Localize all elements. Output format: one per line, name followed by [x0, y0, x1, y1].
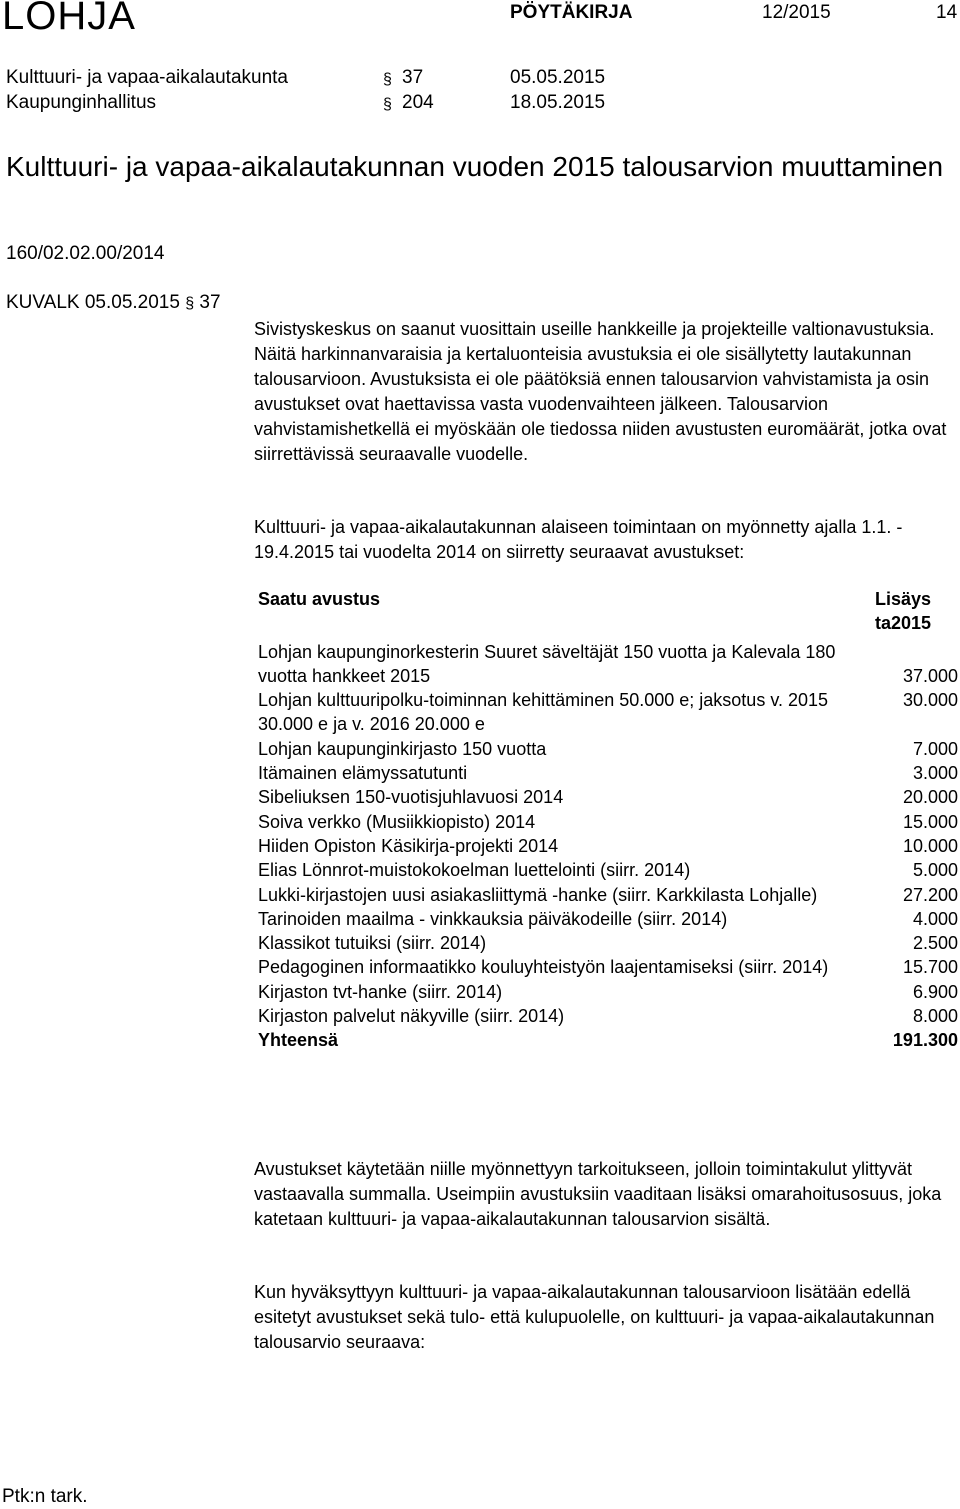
issue-number: 12/2015 [762, 2, 831, 23]
document-type: PÖYTÄKIRJA [510, 2, 633, 23]
table-row [258, 907, 958, 931]
grant-name: Tarinoiden maailma - vinkkauksia päiväkodeille (siirr. 2014) [258, 908, 728, 929]
meeting-date: 05.05.2015 [510, 67, 606, 88]
table-row [258, 737, 958, 761]
grant-name: Lukki-kirjastojen uusi asiakasliittymä -hanke (siirr. Karkkilasta Lohjalle) [258, 884, 818, 905]
table-row [258, 883, 958, 907]
grant-name: Soiva verkko (Musiikkiopisto) 2014 [258, 811, 536, 832]
minutes-checker-footer: Ptk:n tark. [2, 1486, 88, 1507]
table-row [258, 858, 958, 882]
table-row [258, 810, 958, 834]
meeting-date: 18.05.2015 [510, 92, 606, 113]
column-header-amount: Lisäys ta2015 [874, 589, 932, 634]
total-row [258, 1028, 958, 1052]
grant-name: Elias Lönnrot-muistokokoelman luettelointi (siirr. 2014) [258, 860, 691, 881]
column-header-grant: Saatu avustus [258, 589, 381, 609]
table-header-row [258, 587, 958, 640]
grants-intro-paragraph: Kulttuuri- ja vapaa-aikalautakunnan alaiseen toimintaan on myönnetty ajalla 1.1. - 19.4.2015 tai vuodelta 2014 on siirretty seuraavat avustukset: [254, 517, 903, 562]
grant-amount: 3.000 [912, 763, 958, 784]
grant-name: Lohjan kulttuuripolku-toiminnan kehittäminen 50.000 e; jaksotus v. 2015 30.000 e ja v. 2016 20.000 e [258, 690, 829, 735]
grant-amount: 6.900 [912, 981, 958, 1002]
grant-name: Itämainen elämyssatutunti [258, 763, 468, 784]
grant-name: Lohjan kaupunginorkesterin Suuret säveltäjät 150 vuotta ja Kalevala 180 vuotta hankkeet 2015 [258, 641, 836, 686]
grant-amount: 8.000 [912, 1006, 958, 1027]
grant-amount: 7.000 [912, 738, 958, 759]
grant-amount: 15.000 [902, 811, 958, 832]
grant-amount: 5.000 [912, 860, 958, 881]
grant-name: Sibeliuksen 150-vuotisjuhlavuosi 2014 [258, 787, 564, 808]
city-logo: LOHJA [2, 0, 136, 38]
document-title: Kulttuuri- ja vapaa-aikalautakunnan vuoden 2015 talousarvion muuttaminen [6, 151, 944, 182]
meeting-section: 204 [402, 92, 434, 113]
grant-name: Lohjan kaupunginkirjasto 150 vuotta [258, 738, 547, 759]
grant-name: Kirjaston tvt-hanke (siirr. 2014) [258, 981, 503, 1002]
meeting-body: Kaupunginhallitus [6, 92, 157, 113]
table-row [258, 785, 958, 809]
table-row [258, 640, 958, 689]
total-label: Yhteensä [258, 1030, 339, 1051]
preparation-reference: KUVALK 05.05.2015 § 37 [6, 292, 221, 313]
section-symbol: § [383, 71, 392, 88]
meeting-section: 37 [402, 67, 424, 88]
total-amount: 191.300 [892, 1030, 958, 1051]
grants-table [258, 587, 958, 1053]
meeting-body: Kulttuuri- ja vapaa-aikalautakunta [6, 67, 289, 88]
table-row [258, 980, 958, 1004]
grant-amount: 10.000 [902, 835, 958, 856]
grant-name: Pedagoginen informaatikko kouluyhteistyön laajentamiseksi (siirr. 2014) [258, 957, 829, 978]
table-row [258, 761, 958, 785]
closing-paragraph: Avustukset käytetään niille myönnettyyn tarkoitukseen, jolloin toimintakulut ylittyvät vastaavalla summalla. Useimpiin avustuksiin vaaditaan lisäksi omarahoitusosuus, joka katetaan kulttuuri- ja vapaa-aikalautakunnan talousarvion sisältä. [254, 1159, 942, 1229]
grant-name: Kirjaston palvelut näkyville (siirr. 2014) [258, 1006, 565, 1027]
closing-paragraph: Kun hyväksyttyyn kulttuuri- ja vapaa-aikalautakunnan talousarvioon lisätään edellä esitetyt avustukset sekä tulo- että kulupuolelle, on kulttuuri- ja vapaa-aikalautakunnan talousarvio seuraava: [254, 1282, 935, 1352]
grant-amount: 4.000 [912, 908, 958, 929]
grant-amount: 15.700 [902, 957, 958, 978]
table-row [258, 834, 958, 858]
grant-name: Hiiden Opiston Käsikirja-projekti 2014 [258, 835, 559, 856]
table-row [258, 1004, 958, 1028]
section-symbol: § [383, 96, 392, 113]
table-row [258, 688, 958, 737]
grant-name: Klassikot tutuiksi (siirr. 2014) [258, 933, 487, 954]
grant-amount: 27.200 [902, 884, 958, 905]
grant-amount: 30.000 [902, 690, 958, 711]
grant-amount: 2.500 [912, 933, 958, 954]
grant-amount: 37.000 [902, 665, 958, 686]
table-row [258, 955, 958, 979]
intro-paragraph: Sivistyskeskus on saanut vuosittain useille hankkeille ja projekteille valtionavustuksia. Näitä harkinnanvaraisia ja kertaluonteisia avustuksia ei ole sisällytetty lautakunnan talousarvioon. Avustuksista ei ole päätöksiä ennen talousarvion vahvistamista ja osin avustukset ovat haettavissa vasta vuodenvaihteen jälkeen. Talousarvion vahvistamishetkellä ei myöskään ole tiedossa niiden avustusten euromäärät, jotka ovat siirrettävissä seuraavalle vuodelle. [254, 319, 947, 464]
table-row [258, 931, 958, 955]
grant-amount: 20.000 [902, 787, 958, 808]
page-number: 14 [936, 2, 958, 23]
record-code: 160/02.02.00/2014 [6, 243, 165, 264]
